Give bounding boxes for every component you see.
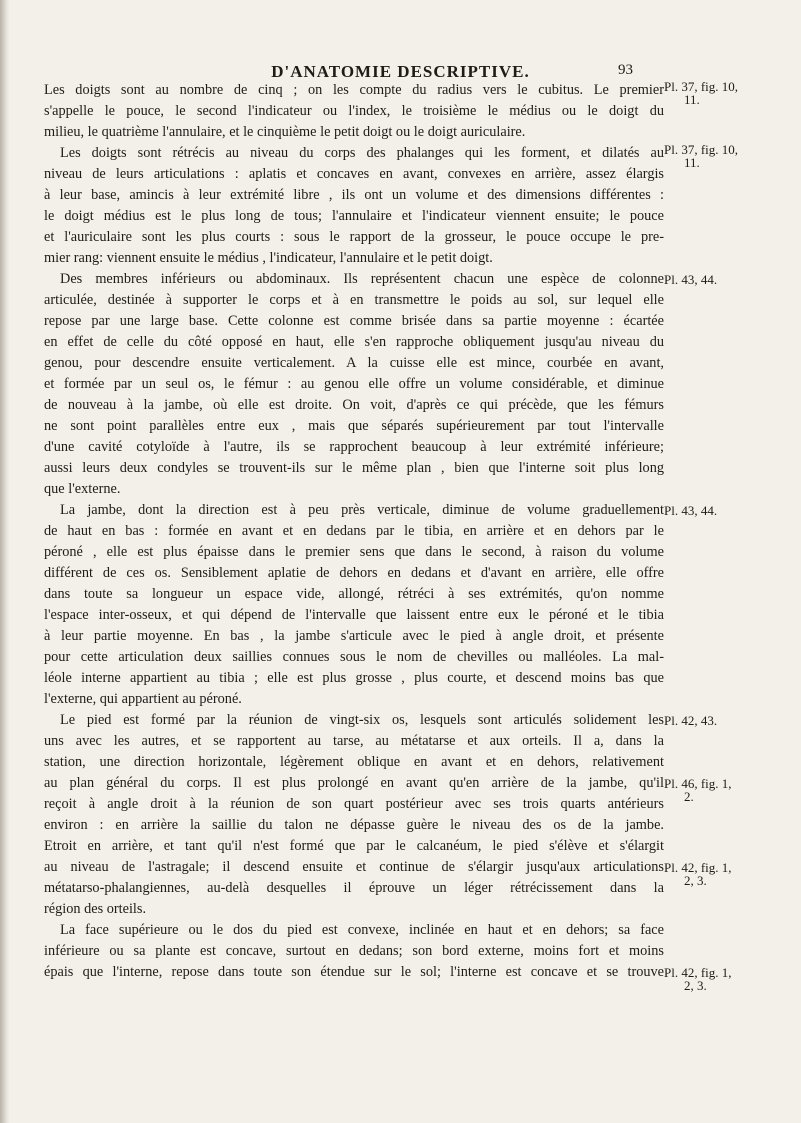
- margin-note: Pl. 37, fig. 10, 11.: [664, 79, 739, 107]
- text-line: différent de ces os. Sensiblement aplatie de dehors en dedans et d'avant en arrière, elle offre: [44, 565, 664, 581]
- text-line: métatarso-phalangiennes, au-delà desquelles il éprouve un léger rétrécissement dans la: [44, 880, 664, 896]
- text-line: Les doigts sont rétrécis au niveau du corps des phalanges qui les forment, et dilatés au: [60, 145, 664, 161]
- margin-note: Pl. 42, 43.: [664, 713, 718, 728]
- text-line: en effet de celle du côté opposé en haut, elle s'en rapproche obliquement jusqu'au niveau du: [44, 334, 664, 350]
- text-line: léole interne appartient au tibia ; elle est plus grosse , plus courte, et descend moins bas que: [44, 670, 664, 686]
- text-line: articulée, destinée à supporter le corps et à en transmettre le poids au sol, sur lequel elle: [44, 292, 664, 308]
- text-line: que l'externe.: [44, 481, 121, 497]
- text-line: genou, pour descendre ensuite verticalement. A la cuisse elle est mince, courbée en avant,: [44, 355, 664, 371]
- text-line: s'appelle le pouce, le second l'indicateur ou l'index, le troisième le médius ou le doigt du: [44, 103, 664, 119]
- text-line: pour cette articulation deux saillies connues sous le nom de chevilles ou malléoles. La mal-: [44, 649, 664, 665]
- text-line: d'une cavité cotyloïde à l'autre, ils se rapprochent beaucoup à leur extrémité inférieure;: [44, 439, 664, 455]
- text-line: le doigt médius est le plus long de tous; l'annulaire et l'indicateur viennent ensuite; le pouce: [44, 208, 664, 224]
- text-line: et formée par un seul os, le fémur : au genou elle offre un volume considérable, et diminue: [44, 376, 664, 392]
- text-line: La jambe, dont la direction est à peu près verticale, diminue de volume graduellement: [60, 502, 664, 518]
- text-line: l'externe, qui appartient au péroné.: [44, 691, 242, 707]
- text-line: Les doigts sont au nombre de cinq ; on les compte du radius vers le cubitus. Le premier: [44, 82, 664, 98]
- text-line: au plan général du corps. Il est plus prolongé en avant qu'en arrière de la jambe, qu'il: [44, 775, 664, 791]
- text-line: et l'auriculaire sont les plus courts : sous le rapport de la grosseur, le pouce occupe le pre-: [44, 229, 664, 245]
- margin-note: Pl. 42, fig. 1, 2, 3.: [664, 965, 732, 993]
- text-line: à leur partie moyenne. En bas , la jambe s'articule avec le pied à angle droit, et présente: [44, 628, 664, 644]
- text-line: inférieure ou sa plante est concave, surtout en dedans; son bord externe, moins fort et moins: [44, 943, 664, 959]
- text-line: niveau de leurs articulations : aplatis et concaves en avant, convexes en arrière, assez élargis: [44, 166, 664, 182]
- text-line: dans toute sa longueur un espace vide, allongé, rétréci à ses extrémités, qu'on nomme: [44, 586, 664, 602]
- text-line: repose par une large base. Cette colonne est comme brisée dans sa partie moyenne : écartée: [44, 313, 664, 329]
- text-line: de nouveau à la jambe, où elle est droite. On voit, d'après ce qui précède, que les fémurs: [44, 397, 664, 413]
- text-line: épais que l'interne, repose dans toute son étendue sur le sol; l'interne est concave et se trouve: [44, 964, 664, 980]
- text-line: uns avec les autres, et se rapportent au tarse, au métatarse et aux orteils. Il a, dans la: [44, 733, 664, 749]
- text-line: Etroit en arrière, et tant qu'il n'est formé que par le calcanéum, le pied s'élève et s'élargit: [44, 838, 664, 854]
- text-line: mier rang: viennent ensuite le médius , l'indicateur, l'annulaire et le petit doigt.: [44, 250, 493, 266]
- text-line: de haut en bas : formée en avant et en dedans par le tibia, en arrière et en dehors par le: [44, 523, 664, 539]
- text-line: milieu, le quatrième l'annulaire, et le cinquième le petit doigt ou le doigt auriculaire.: [44, 124, 526, 140]
- text-line: au niveau de l'astragale; il descend ensuite et continue de s'élargir jusqu'aux articulations: [44, 859, 664, 875]
- margin-note: Pl. 46, fig. 1, 2.: [664, 776, 732, 804]
- running-header: D'ANATOMIE DESCRIPTIVE.: [271, 62, 530, 81]
- binding-shadow: [0, 0, 10, 1123]
- text-line: Le pied est formé par la réunion de vingt-six os, lesquels sont articulés solidement les: [60, 712, 664, 728]
- text-line: l'espace inter-osseux, et qui dépend de l'intervalle que laissent entre eux le péroné et le tibia: [44, 607, 664, 623]
- text-line: environ : en arrière la saillie du talon ne dépasse guère le niveau des os de la jambe.: [44, 817, 664, 833]
- text-line: aussi leurs deux condyles se trouvent-ils sur le même plan , bien que l'interne soit plus long: [44, 460, 664, 476]
- text-line: à leur base, amincis à leur extrémité libre , ils ont un volume et des dimensions différentes :: [44, 187, 664, 203]
- page-number: 93: [618, 62, 633, 78]
- text-line: station, une direction horizontale, légèrement oblique en avant et en dehors, relativement: [44, 754, 664, 770]
- text-line: ne sont point parallèles entre eux , mais que séparés supérieurement par tout l'intervalle: [44, 418, 664, 434]
- text-line: La face supérieure ou le dos du pied est convexe, inclinée en haut et en dehors; sa face: [60, 922, 664, 938]
- margin-note: Pl. 37, fig. 10, 11.: [664, 142, 739, 170]
- margin-note: Pl. 43, 44.: [664, 503, 718, 518]
- text-line: région des orteils.: [44, 901, 147, 917]
- text-line: Des membres inférieurs ou abdominaux. Ils représentent chacun une espèce de colonne: [60, 271, 664, 287]
- margin-note: Pl. 42, fig. 1, 2, 3.: [664, 860, 732, 888]
- margin-note: Pl. 43, 44.: [664, 272, 718, 287]
- text-line: reçoit à angle droit à la réunion de son quart postérieur avec ses trois quarts antérieurs: [44, 796, 664, 812]
- text-line: péroné , elle est plus épaisse dans le premier sens que dans le second, à raison du volume: [44, 544, 664, 560]
